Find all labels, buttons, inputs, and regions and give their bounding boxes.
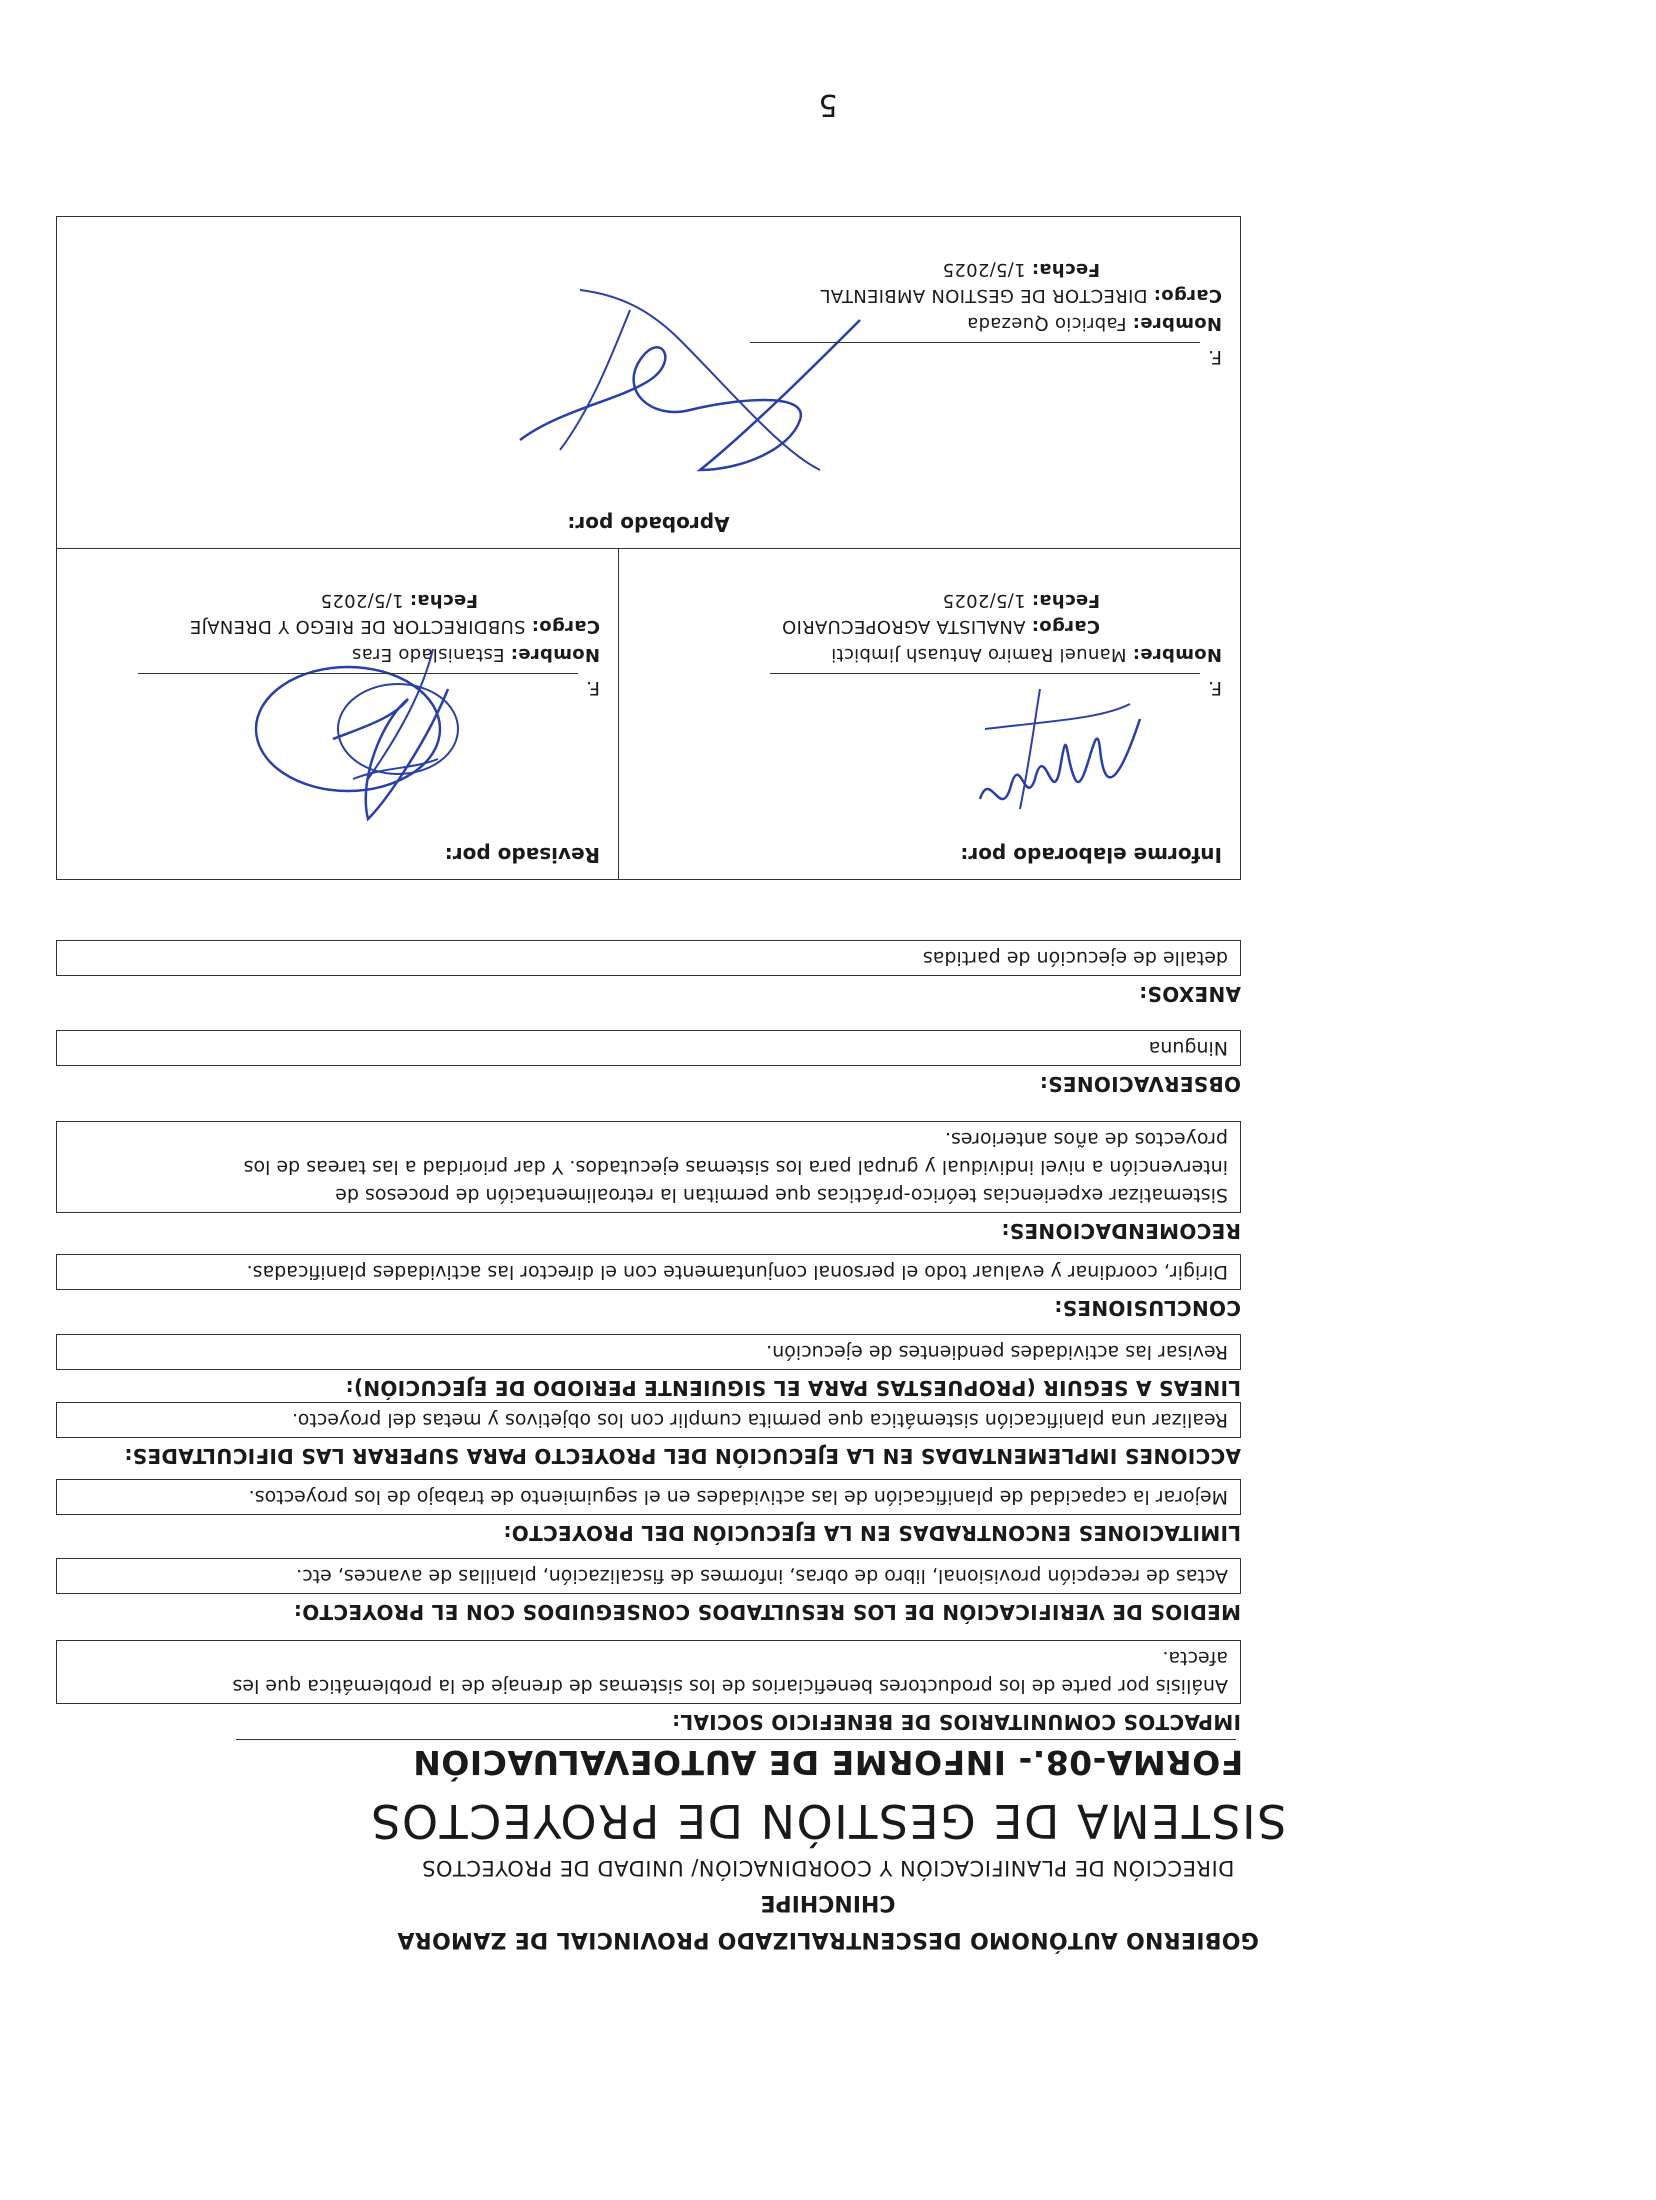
- elaborado-cargo: Cargo: ANALISTA AGROPECUARIO: [781, 616, 1100, 637]
- section-title-acciones: ACCIONES IMPLEMENTADAS EN LA EJECUCIÓN DEL PROYECTO PARA SUPERAR LAS DIFICULTADES:: [124, 1444, 1241, 1468]
- organization-name: GOBIERNO AUTÓNOMO DESCENTRALIZADO PROVINCIAL DE ZAMORA: [397, 1927, 1259, 1952]
- section-title-recomendaciones: RECOMENDACIONES:: [1001, 1219, 1241, 1243]
- elaborado-heading: Informe elaborado por:: [960, 843, 1222, 867]
- revisado-cargo: Cargo: SUBDIRECTOR DE RIEGO Y DRENAJE: [189, 616, 600, 637]
- acciones-text: Realizar una planificación sistemática que permita cumplir con los objetivos y metas del proyecto.: [292, 1409, 1228, 1431]
- department-name: DIRECCIÓN DE PLANIFICACIÓN Y COORDINACIÓN/ UNIDAD DE PROYECTOS: [421, 1856, 1235, 1880]
- section-title-medios: MEDIOS DE VERIFICACIÓN DE LOS RESULTADOS CONSEGUIDOS CON EL PROYECTO:: [293, 1600, 1241, 1624]
- elaborado-signature-line: [770, 673, 1200, 674]
- revisado-f-label: F.: [586, 677, 600, 699]
- aprobado-signature: [440, 280, 880, 510]
- conclusiones-text: Dirigir, coordinar y evaluar todo el personal conjuntamente con el director las actividades planificadas.: [246, 1261, 1228, 1283]
- elaborado-nombre: Nombre: Manuel Ramiro Antuash Jimbicti: [830, 644, 1222, 665]
- lineas-text: Revisar las actividades pendientes de ejecución.: [766, 1341, 1228, 1363]
- impactos-text-line2: afecta.: [1162, 1647, 1228, 1669]
- revisado-fecha: Fecha: 1/5/2025: [320, 590, 478, 611]
- impactos-text-line1: Análisis por parte de los productores beneficiarios de los sistemas de drenaje de la problemática que les: [232, 1675, 1228, 1697]
- section-title-lineas: LINEAS A SEGUIR (PROPUESTAS PARA EL SIGUIENTE PERIODO DE EJECUCIÓN):: [345, 1376, 1241, 1400]
- elaborado-signature: [960, 679, 1160, 839]
- limitaciones-text: Mejorar la capacidad de planificación de las actividades en el seguimiento de trabajo de los proyectos.: [248, 1486, 1228, 1508]
- conclusiones-box: [56, 1254, 1241, 1290]
- medios-text: Actas de recepción provisional, libro de obras, informes de fiscalización, planillas de avances, etc.: [296, 1565, 1228, 1587]
- impactos-box: [56, 1640, 1241, 1704]
- aprobado-heading: Aprobado por:: [567, 512, 730, 536]
- acciones-box: [56, 1402, 1241, 1438]
- form-title: FORMA-08.- INFORME DE AUTOEVALUACIÓN: [412, 1743, 1244, 1782]
- recomendaciones-box: [56, 1121, 1241, 1213]
- anexos-box: [56, 940, 1241, 976]
- anexos-text: detalle de ejecución de partidas: [922, 947, 1228, 969]
- observaciones-text: Ninguna: [1148, 1037, 1228, 1059]
- aprobado-cargo: Cargo: DIRECTOR DE GESTION AMBIENTAL: [820, 285, 1222, 306]
- lineas-box: [56, 1334, 1241, 1370]
- limitaciones-box: [56, 1479, 1241, 1515]
- section-title-observaciones: OBSERVACIONES:: [1039, 1072, 1241, 1096]
- aprobado-fecha: Fecha: 1/5/2025: [942, 259, 1100, 280]
- system-title: SISTEMA DE GESTIÓN DE PROYECTOS: [369, 1794, 1287, 1848]
- aprobado-nombre: Nombre: Fabricio Quezada: [966, 313, 1222, 334]
- elaborado-fecha: Fecha: 1/5/2025: [942, 590, 1100, 611]
- signature-cell-revisado: [58, 549, 618, 879]
- observaciones-box: [56, 1030, 1241, 1066]
- aprobado-f-label: F.: [1208, 346, 1222, 368]
- revisado-heading: Revisado por:: [444, 843, 600, 867]
- recomendaciones-text-line1: Sistematizar experiencias teórico-prácticas que permitan la retroalimentación de procesos de: [335, 1184, 1228, 1206]
- signature-table: [56, 216, 1241, 880]
- elaborado-f-label: F.: [1208, 677, 1222, 699]
- signature-cell-elaborado: [618, 549, 1240, 879]
- organization-name-continued: CHINCHIPE: [760, 1890, 896, 1915]
- section-title-conclusiones: CONCLUSIONES:: [1054, 1296, 1241, 1320]
- revisado-nombre: Nombre: Estanislado Eras: [351, 644, 600, 665]
- section-title-impactos: IMPACTOS COMUNITARIOS DE BENEFICIO SOCIAL:: [671, 1710, 1241, 1734]
- signature-row-top: [57, 549, 1240, 879]
- page-number: 5: [818, 87, 838, 122]
- section-title-limitaciones: LIMITACIONES ENCONTRADAS EN LA EJECUCIÓN DEL PROYECTO:: [503, 1521, 1241, 1545]
- revisado-signature: [238, 639, 598, 839]
- recomendaciones-text-line2: intervención a nivel individual y grupal para los sistemas ejecutados. Y dar prioridad a las tareas de los: [243, 1156, 1228, 1178]
- section-title-anexos: ANEXOS:: [1138, 982, 1241, 1006]
- title-divider: [236, 1739, 1236, 1740]
- recomendaciones-text-line3: proyectos de años anteriores.: [944, 1128, 1228, 1150]
- aprobado-signature-line: [750, 342, 1200, 343]
- medios-box: [56, 1558, 1241, 1594]
- signature-row-bottom: [57, 216, 1240, 549]
- revisado-signature-line: [138, 673, 578, 674]
